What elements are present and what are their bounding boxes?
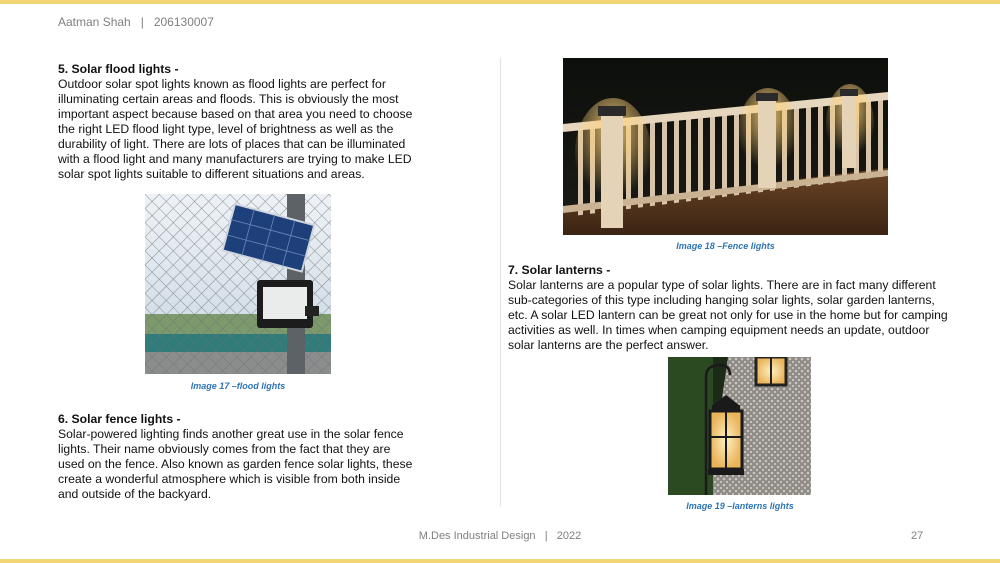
column-divider	[500, 58, 501, 506]
section-heading: 6. Solar fence lights -	[58, 412, 181, 426]
lantern-lights-image	[668, 357, 811, 495]
flood-light-image	[145, 194, 331, 374]
image-18-caption: Image 18 –Fence lights	[676, 241, 775, 251]
section-flood-lights	[58, 62, 420, 182]
footer-program: M.Des Industrial Design | 2022	[418, 530, 582, 542]
page-number: 27	[911, 530, 924, 542]
image-19-caption: Image 19 –lanterns lights	[686, 501, 794, 511]
section-heading: 7. Solar lanterns -	[508, 263, 611, 277]
section-solar-lanterns	[508, 263, 948, 353]
bottom-accent-bar	[0, 559, 1000, 563]
author-header: Aatman Shah | 206130007	[58, 15, 214, 29]
fence-lights-image	[563, 58, 888, 235]
top-accent-bar	[0, 0, 1000, 4]
image-17-caption: Image 17 –flood lights	[190, 381, 286, 391]
section-fence-lights	[58, 412, 420, 502]
section-body: Outdoor solar spot lights known as flood lights are perfect for illuminating certain areas and floods. This is obviously the most important aspect because based on that area you need to choose the right LED flood light type, level of brightness as well as the durability of light. There are lots of places that can be illuminated with a flood light and many manufacturers are trying to make LED solar spot lights suitable to different situations and areas.	[58, 77, 413, 181]
section-heading: 5. Solar flood lights -	[58, 62, 179, 76]
section-body: Solar-powered lighting finds another great use in the solar fence lights. Their name obviously comes from the fact that they are used on the fence. Also known as garden fence solar lights, these create a wonderful atmosphere which is visible from both inside and outside of the backyard.	[58, 427, 413, 501]
section-body: Solar lanterns are a popular type of solar lights. There are in fact many different sub-categories of this type including hanging solar lights, solar garden lanterns, etc. A solar LED lantern can be great not only for use in the home but for camping activities as well. In times when camping equipment needs an update, outdoor solar lanterns are the perfect answer.	[508, 278, 948, 352]
